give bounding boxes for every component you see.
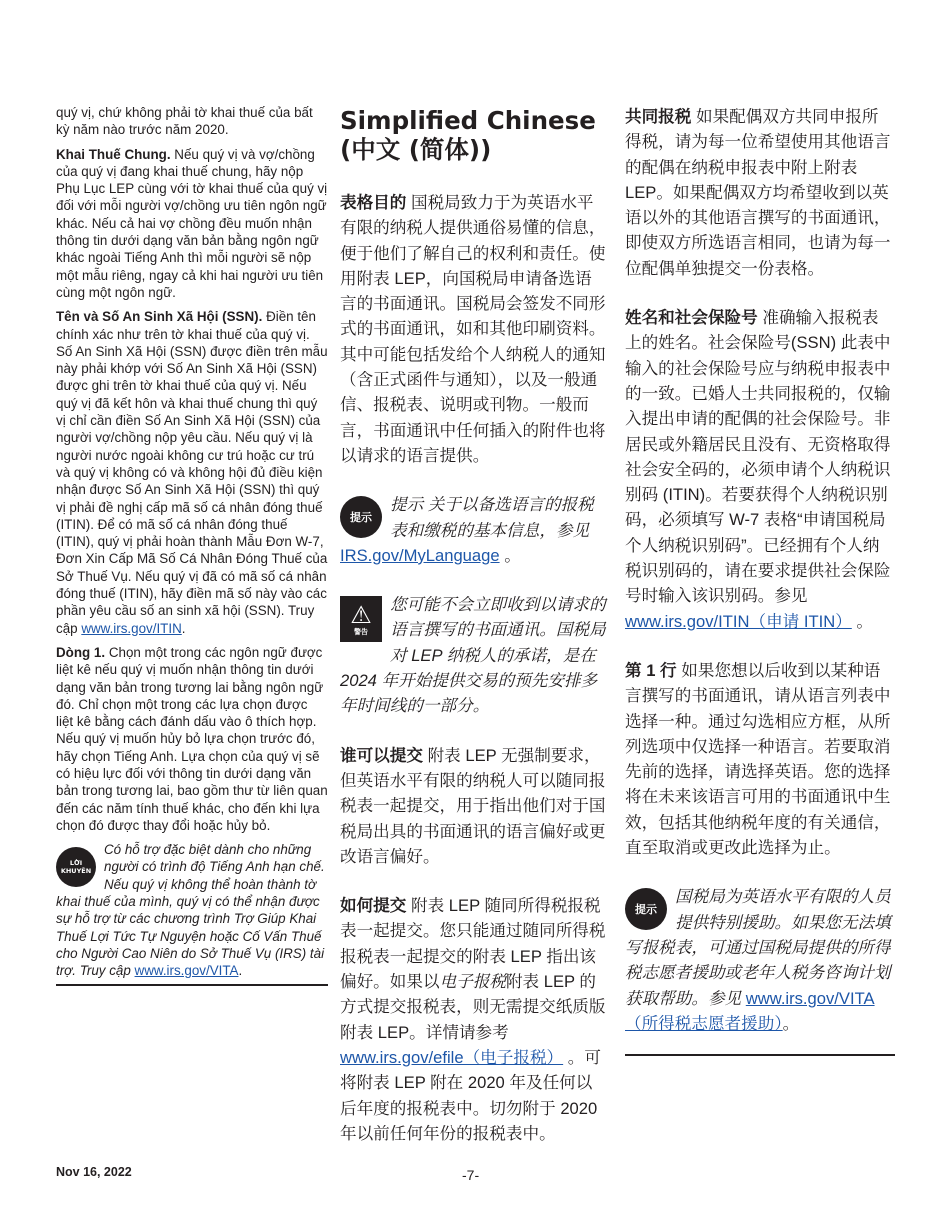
vi-joint-return-paragraph	[56, 146, 328, 302]
zh-tip-text: 提示 关于以备选语言的报税表和缴税的基本信息，参见	[390, 495, 594, 540]
zh2-joint-heading: 共同报税	[625, 107, 692, 126]
vi-tip-label: LỜI KHUYÊN	[60, 859, 92, 876]
tip-icon	[625, 888, 667, 930]
zh-how-heading: 如何提交	[340, 896, 407, 916]
chinese-column-2	[625, 104, 895, 1056]
zh-warning-label: 警告	[354, 627, 368, 636]
zh2-tip-end: 。	[782, 1013, 800, 1033]
vi-joint-text: Nếu quý vị và vợ/chồng của quý vị đang khai thuế chung, hãy nộp Phụ Lục LEP cùng với tờ khai thuế của quý vị đối với mỗi người vợ/chồng ưu tiên ngôn ngữ khác. Nếu cả hai vợ chồng đều muốn nhận thông tin dưới dạng văn bản bằng ngôn ngữ khác ngoài Tiếng Anh thì mỗi người sẽ nộp một mẫu riêng, ngay cả khi hai người ưu tiên cùng một ngôn ngữ.	[56, 146, 328, 300]
zh-how-text-1: 附表 LEP 随同所得税报税表一起提交。您只能通过随同所得税报税表一起提交的附表 LEP 指出该偏好。如果以	[340, 896, 606, 992]
zh-purpose-text: 国税局致力于为英语水平有限的纳税人提供通俗易懂的信息，便于他们了解自己的权利和责任。使用附表 LEP，向国税局申请备选语言的书面通讯。国税局会签发不同形式的书面通讯，如和其他印刷资料。其中可能包括发给个人纳税人的通知（含正式函件与通知），以及一般通信、报税表、说明或刊物。一般而言，书面通讯中任何插入的附件也将以请求的语言提供。	[340, 193, 606, 465]
zh2-name-heading: 姓名和社会保险号	[625, 308, 758, 328]
zh-who-heading: 谁可以提交	[340, 745, 423, 765]
vi-intro-text: quý vị, chứ không phải tờ khai thuế của bất kỳ năm nào trước năm 2020.	[56, 105, 313, 138]
zh2-joint-text: 如果配偶双方共同申报所得税，请为每一位希望使用其他语言的配偶在纳税申报表中附上附表 LEP。如果配偶双方均希望收到以英语以外的其他语言撰写的书面通讯，即使双方所选语言相同，也请为每一位配偶单独提交一份表格。	[625, 107, 891, 278]
zh2-itin-link[interactable]: www.irs.gov/ITIN（申请 ITIN）	[625, 611, 852, 631]
zh-tip-label: 提示	[350, 510, 372, 524]
zh-how-paragraph	[340, 893, 608, 1146]
vi-line1-paragraph	[56, 644, 328, 834]
vi-ssn-paragraph	[56, 308, 328, 637]
revision-date: Nov 16, 2022	[56, 1165, 132, 1179]
zh-who-paragraph	[340, 743, 608, 869]
vi-tip-end: .	[238, 963, 243, 979]
vi-tip-note	[56, 841, 328, 979]
zh2-tip-label: 提示	[635, 902, 657, 916]
vi-line1-heading: Dòng 1.	[56, 644, 106, 660]
vietnamese-column	[56, 104, 328, 986]
vi-ssn-heading: Tên và Số An Sinh Xã Hội (SSN).	[56, 309, 263, 325]
warning-icon: ⚠ 警告	[340, 596, 382, 642]
zh-efile-link[interactable]: www.irs.gov/efile（电子报税）	[340, 1047, 564, 1067]
vi-ssn-end: .	[181, 620, 186, 636]
vi-divider	[56, 984, 328, 986]
zh2-name-text: 准确输入报税表上的姓名。社会保险号(SSN) 此表中输入的社会保险号应与纳税申报表中的一致。已婚人士共同报税的，仅输入提出申请的配偶的社会保险号。非居民或外籍居民且没有、无资格取得社会安全码的，必须申请个人纳税识别码 (ITIN)。若要获得个人纳税识别码，必须填写 W-7 表格“申请国税局个人纳税识别码”。已经拥有个人纳税识别码的，请在要求提供社会保险号时输入该识别码。参见	[625, 308, 891, 606]
zh-tip-end: 。	[499, 545, 521, 565]
zh2-line1-heading: 第 1 行	[625, 660, 677, 680]
zh-warning-text: 您可能不会立即收到以请求的语言撰写的书面通讯。国税局对 LEP 纳税人的承诺，是在 2024 年开始提供交易的预先安排多年时间线的一部分。	[340, 595, 606, 716]
zh-purpose-heading: 表格目的	[340, 193, 407, 212]
vi-tip-text: Có hỗ trợ đặc biệt dành cho những người có trình độ Tiếng Anh hạn chế. Nếu quý vị không thể hoàn thành tờ khai thuế của mình, quý vị có thể nhận được sự hỗ trợ từ các chương trình Trợ Giúp Khai Thuế Lợi Tức Tự Nguyện hoặc Cố Vấn Thuế cho Người Cao Niên do Sở Thuế Vụ (IRS) tài trợ. Truy cập	[56, 842, 325, 979]
zh-how-text-3: 。可将附表 LEP 附在 2020 年及任何以后年度的报税表中。切勿附于 2020 年以前任何年份的报税表中。	[340, 1047, 601, 1143]
zh-mylanguage-link[interactable]: IRS.gov/MyLanguage	[340, 545, 500, 565]
chinese-column-1	[340, 104, 608, 1170]
vi-ssn-text: Điền tên chính xác như trên tờ khai thuế của quý vị. Số An Sinh Xã Hội (SSN) được điền trên mẫu này phải khớp với Số An Sinh Xã Hội (SSN) được ghi trên tờ khai thuế của quý vị. Nếu quý vị đã kết hôn và khai thuế chung thì quý vị chỉ cần điền Số An Sinh Xã Hội (SSN) của người vợ/chồng nộp yêu cầu. Nếu quý vị là người nước ngoài không cư trú hoặc cư trú và quý vị không có và không hội đủ điều kiện nhận được Số An Sinh Xã Hội (SSN) thì quý vị phải đề nghị cấp mã số cá nhân đóng thuế (ITIN). Để có mã số cá nhân đóng thuế (ITIN), quý vị phải hoàn thành Mẫu Đơn W-7, Đơn Xin Cấp Mã Số Cá Nhân Đóng Thuế của Sở Thuế Vụ. Nếu quý vị đã có mã số cá nhân đóng thuế (ITIN), hãy điền mã số này vào các phần yêu cầu số an sinh xã hội (SSN). Truy cập	[56, 309, 328, 636]
zh2-tip-text: 国税局为英语水平有限的人员提供特别援助。如果您无法填写报税表，可通过国税局提供的所得税志愿者援助或老年人税务咨询计划获取帮助。参见	[625, 887, 891, 1008]
zh-tip-note	[340, 492, 608, 568]
zh2-joint-paragraph	[625, 104, 895, 281]
zh-how-text-2: 附表 LEP 的方式提交报税表，则无需提交纸质版附表 LEP。详情请参考	[340, 972, 606, 1042]
vi-joint-heading: Khai Thuế Chung.	[56, 146, 171, 162]
vi-line1-text: Chọn một trong các ngôn ngữ được liệt kê nếu quý vị muốn nhận thông tin dưới dạng văn bản trong tương lai bằng ngôn ngữ đó. Chỉ chọn một trong các lựa chọn được liệt kê bằng cách đánh dấu vào ô thích hợp. Nếu quý vị muốn hủy bỏ lựa chọn trước đó, hãy chọn Tiếng Anh. Lựa chọn của quý vị sẽ có hiệu lực đối với thông tin dưới dạng văn bản trong tương lai, bao gồm thư từ liên quan đến các năm tính thuế khác, cho đến khi lựa chọn đó được thay đổi hoặc hủy bỏ.	[56, 644, 328, 833]
zh-how-italic: 电子报税	[439, 972, 506, 992]
tip-icon	[56, 847, 96, 887]
vi-itin-link[interactable]: www.irs.gov/ITIN	[81, 620, 182, 636]
zh2-name-end: 。	[851, 611, 874, 631]
zh2-tip-note	[625, 884, 895, 1036]
zh-purpose-paragraph	[340, 190, 608, 468]
section-title: Simplified Chinese (中文 (简体))	[340, 106, 596, 164]
zh-who-text: 附表 LEP 无强制要求，但英语水平有限的纳税人可以随同报税表一起提交，用于指出他们对于国税局出具的书面通讯的语言偏好或更改语言偏好。	[340, 745, 606, 866]
zh2-vita-link[interactable]: www.irs.gov/VITA（所得税志愿者援助）	[625, 988, 875, 1033]
zh2-divider	[625, 1054, 895, 1056]
tip-icon	[340, 496, 382, 538]
zh2-line1-text: 如果您想以后收到以某种语言撰写的书面通讯，请从语言列表中选择一种。通过勾选相应方框，从所列选项中仅选择一种语言。若要取消先前的选择，请选择英语。您的选择将在未来该语言可用的书面通讯中生效，包括其他纳税年度的有关通信，直至取消或更改此选择为止。	[625, 660, 891, 858]
zh-warning-note	[340, 592, 608, 718]
zh2-line1-paragraph	[625, 658, 895, 860]
zh2-name-paragraph	[625, 305, 895, 634]
vi-vita-link[interactable]: www.irs.gov/VITA	[134, 963, 239, 979]
page-number: -7-	[462, 1167, 480, 1183]
